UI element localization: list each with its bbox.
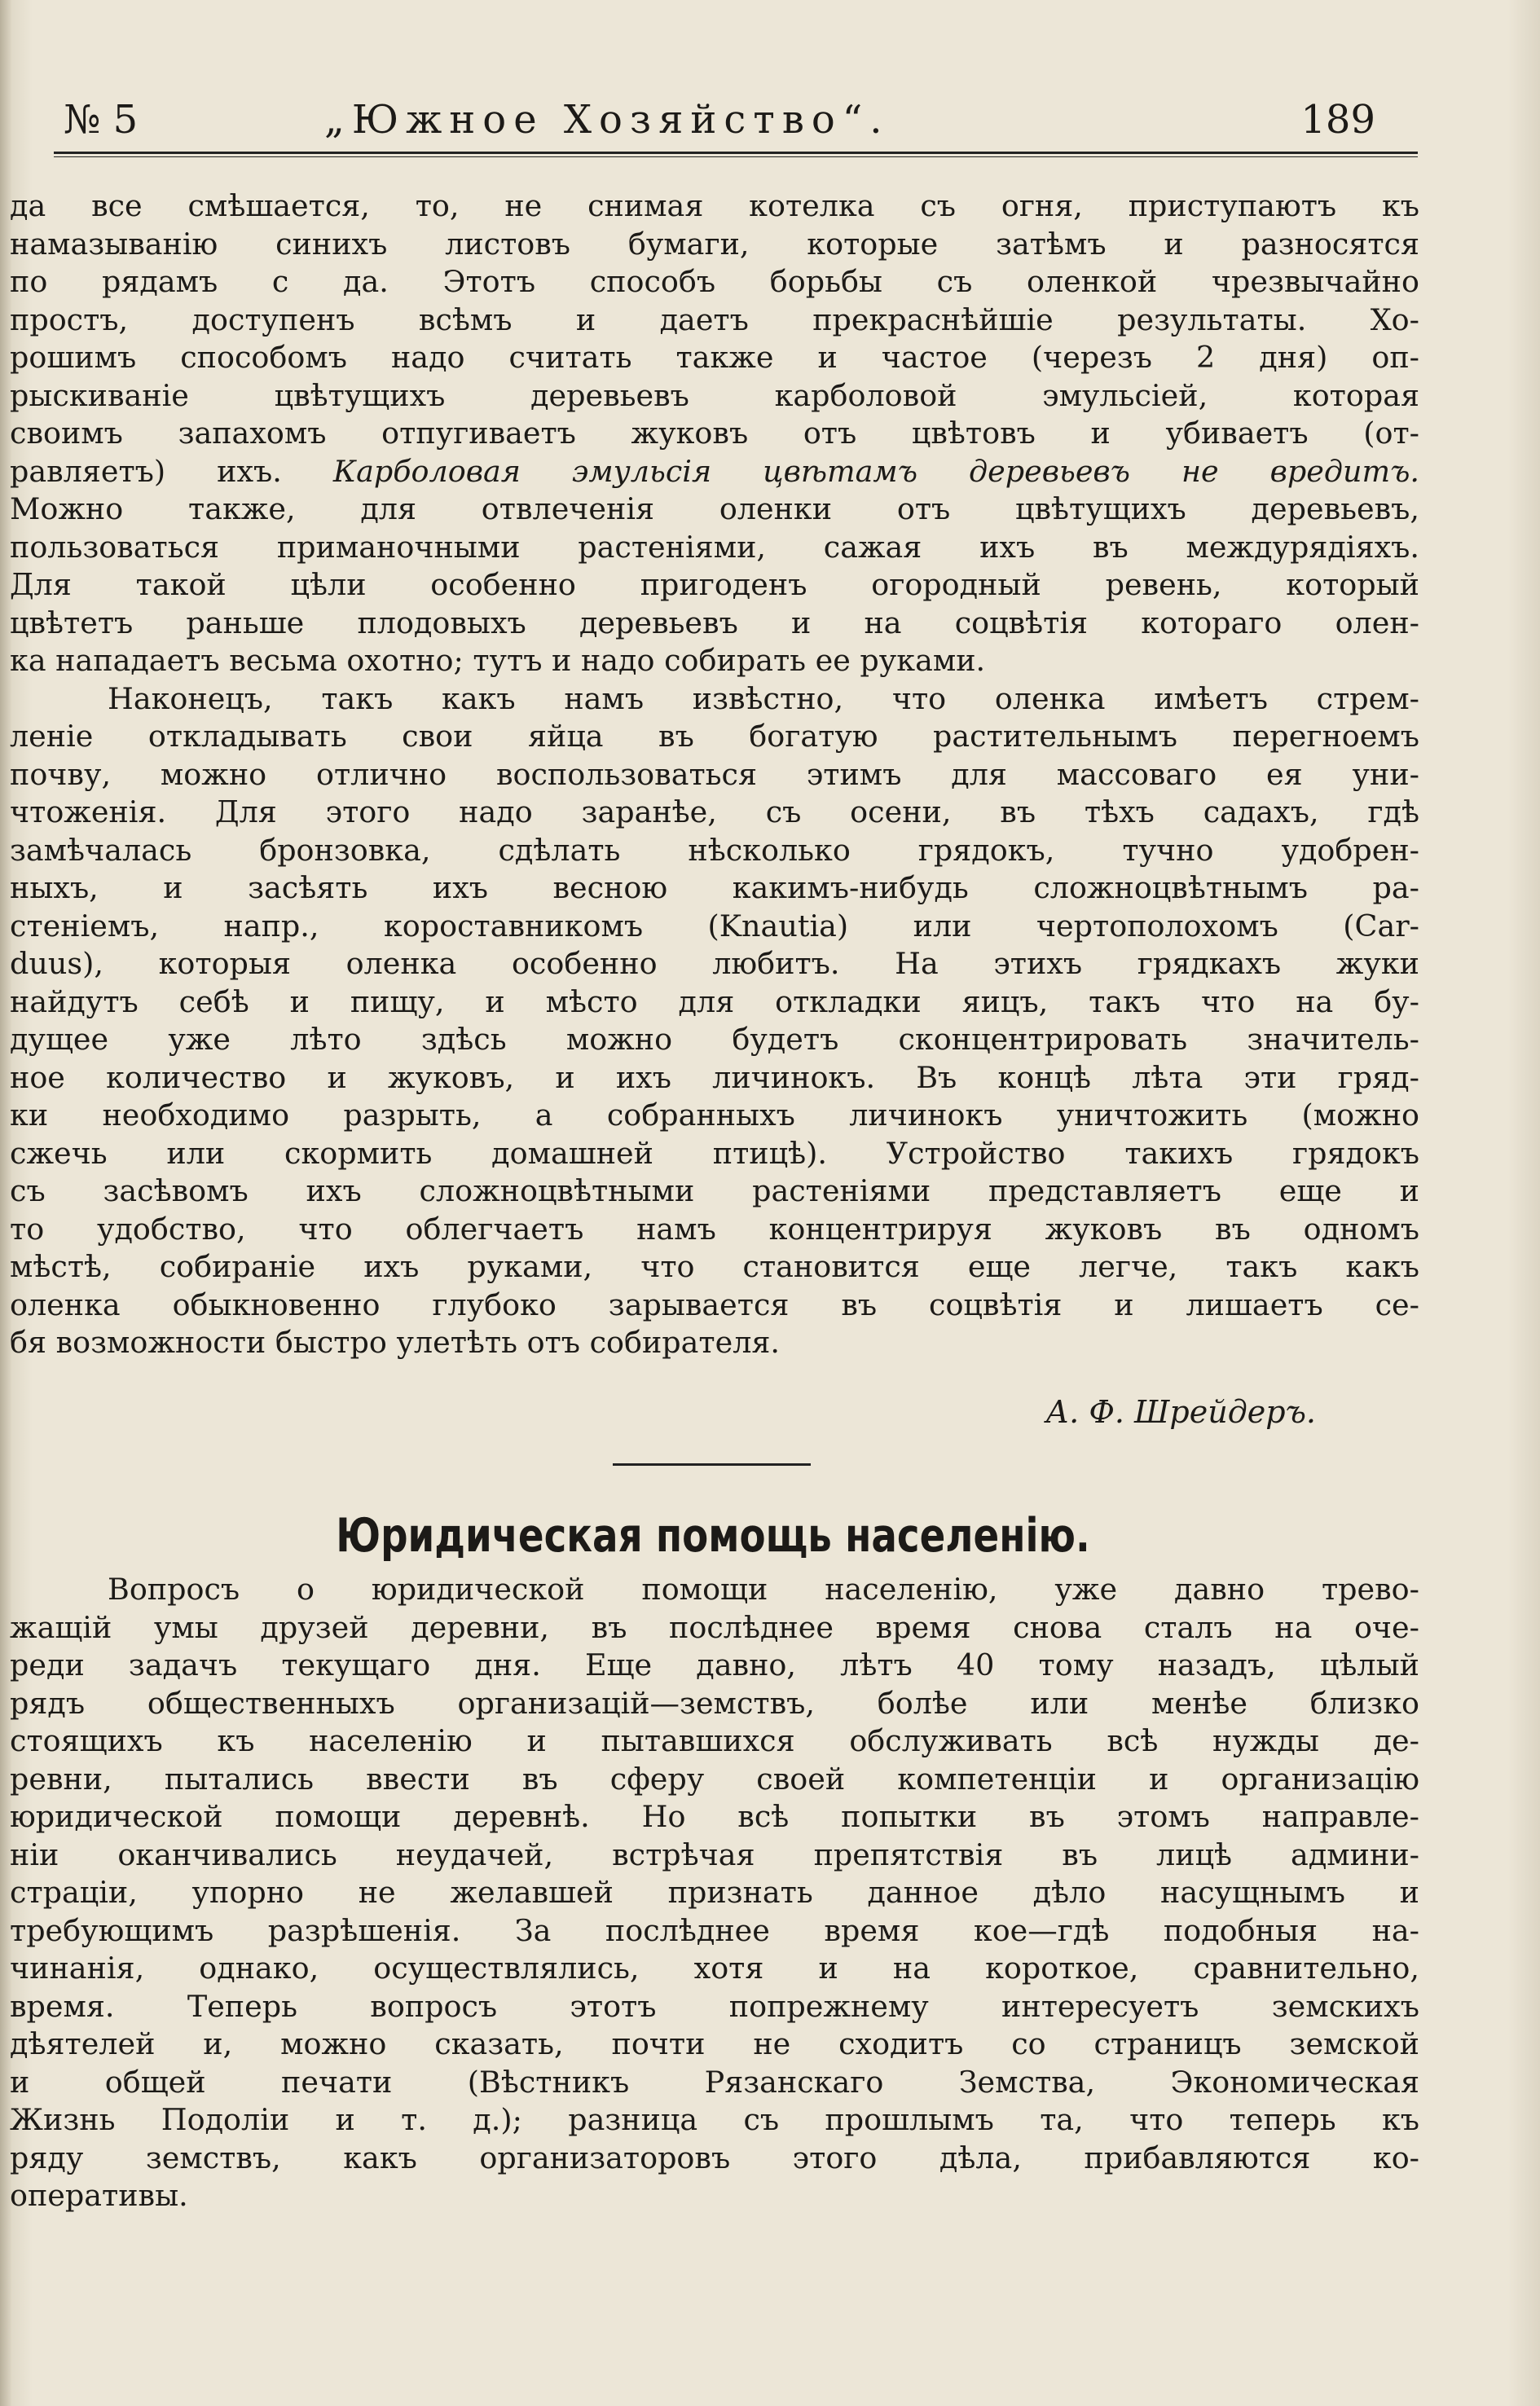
section-separator bbox=[613, 1463, 811, 1466]
text-line: дущее уже лѣто здѣсь можно будетъ сконцентрировать значитель- bbox=[10, 1022, 1419, 1057]
section-title: Юридическая помощь населенію. bbox=[336, 1509, 1090, 1563]
text-line: замѣчалась бронзовка, сдѣлать нѣсколько грядокъ, тучно удобрен- bbox=[10, 832, 1419, 868]
text-line: оленка обыкновенно глубоко зарывается въ соцвѣтія и лишаетъ се- bbox=[10, 1287, 1419, 1322]
running-header bbox=[64, 91, 1375, 148]
text-line: своимъ запахомъ отпугиваетъ жуковъ отъ цвѣтовъ и убиваетъ (от- bbox=[10, 416, 1419, 451]
text-line: оперативы. bbox=[10, 2178, 188, 2213]
text-line: ки необходимо разрыть, а собранныхъ личинокъ уничтожить (можно bbox=[10, 1097, 1419, 1133]
text-line: мѣстѣ, собираніе ихъ руками, что становится еще легче, такъ какъ bbox=[10, 1249, 1419, 1284]
text-line: Можно также, для отвлеченія оленки отъ цвѣтущихъ деревьевъ, bbox=[10, 491, 1419, 526]
text-line: ное количество и жуковъ, и ихъ личинокъ. Въ концѣ лѣта эти гряд- bbox=[10, 1059, 1419, 1095]
text-line: по рядамъ с да. Этотъ способъ борьбы съ оленкой чрезвычайно bbox=[10, 264, 1419, 299]
issue-number: № 5 bbox=[64, 97, 139, 143]
text-line: то удобство, что облегчаетъ намъ концентрируя жуковъ въ одномъ bbox=[10, 1211, 1419, 1247]
article-continuation bbox=[10, 187, 1419, 1362]
text-line: ніи оканчивались неудачей, встрѣчая препятствія въ лицѣ админи- bbox=[10, 1836, 1419, 1872]
text-line: Жизнь Подоліи и т. д.); разница съ прошлымъ та, что теперь къ bbox=[10, 2102, 1419, 2137]
text-line: ныхъ, и засѣять ихъ весною какимъ-нибудь сложноцвѣтнымъ ра- bbox=[10, 870, 1419, 905]
text-line: жащій умы друзей деревни, въ послѣднее время снова сталъ на оче- bbox=[10, 1609, 1419, 1645]
text-line: съ засѣвомъ ихъ сложноцвѣтными растеніями представляетъ еще и bbox=[10, 1173, 1419, 1208]
text-line: чтоженія. Для этого надо заранѣе, съ осени, въ тѣхъ садахъ, гдѣ bbox=[10, 794, 1419, 829]
text-line: рядъ общественныхъ организацій—земствъ, болѣе или менѣе близко bbox=[10, 1685, 1419, 1721]
text-line: рошимъ способомъ надо считать также и частое (черезъ 2 дня) оп- bbox=[10, 340, 1419, 375]
text-line: реди задачъ текущаго дня. Еще давно, лѣтъ 40 тому назадъ, цѣлый bbox=[10, 1647, 1419, 1682]
text-line: duus), которыя оленка особенно любитъ. На этихъ грядкахъ жуки bbox=[10, 946, 1419, 981]
header-rule bbox=[54, 152, 1418, 157]
author-signature: А. Ф. Шрейдеръ. bbox=[1045, 1394, 1316, 1430]
text-line: Вопросъ о юридической помощи населенію, уже давно трево- bbox=[108, 1572, 1419, 1607]
text-line: цвѣтетъ раньше плодовыхъ деревьевъ и на соцвѣтія котораго олен- bbox=[10, 605, 1419, 640]
text-line: и общей печати (Вѣстникъ Рязанскаго Земства, Экономическая bbox=[10, 2064, 1419, 2100]
text-line: найдутъ себѣ и пищу, и мѣсто для откладки яицъ, такъ что на бу- bbox=[10, 983, 1419, 1019]
text-line: ряду земствъ, какъ организаторовъ этого дѣла, прибавляются ко- bbox=[10, 2140, 1419, 2175]
text-line: стеніемъ, напр., короставникомъ (Knautia) или чертополохомъ (Car- bbox=[10, 908, 1419, 943]
text-line: пользоваться приманочными растеніями, сажая ихъ въ междурядіяхъ. bbox=[10, 529, 1419, 565]
text-line: ка нападаетъ весьма охотно; тутъ и надо собирать ее руками. bbox=[10, 643, 986, 678]
text-line: рыскиваніе цвѣтущихъ деревьевъ карболовой эмульсіей, которая bbox=[10, 377, 1419, 413]
text-fragment: равляетъ) ихъ. bbox=[10, 453, 282, 489]
italic-phrase: Карболовая эмульсія цвѣтамъ деревьевъ не вредитъ. bbox=[332, 453, 1419, 489]
text-line: страціи, упорно не желавшей признать данное дѣло насущнымъ и bbox=[10, 1875, 1419, 1910]
text-line: чинанія, однако, осуществлялись, хотя и на короткое, сравнительно, bbox=[10, 1951, 1419, 1986]
text-line: ревни, пытались ввести въ сферу своей компетенціи и организацію bbox=[10, 1761, 1419, 1797]
text-line: леніе откладывать свои яйца въ богатую растительнымъ перегноемъ bbox=[10, 719, 1419, 754]
text-line: юридической помощи деревнѣ. Но всѣ попытки въ этомъ направле- bbox=[10, 1799, 1419, 1834]
page-number: 189 bbox=[1300, 97, 1375, 143]
text-line: дѣятелей и, можно сказать, почти не сходитъ со страницъ земской bbox=[10, 2026, 1419, 2061]
text-line: почву, можно отлично воспользоваться этимъ для массоваго ея уни- bbox=[10, 756, 1419, 792]
article-legal-aid bbox=[10, 1571, 1419, 2215]
text-line: время. Теперь вопросъ этотъ попрежнему интересуетъ земскихъ bbox=[10, 1988, 1419, 2024]
text-line: Для такой цѣли особенно пригоденъ огородный ревень, который bbox=[10, 567, 1419, 602]
text-line: бя возможности быстро улетѣть отъ собирателя. bbox=[10, 1325, 781, 1360]
text-line: намазыванію синихъ листовъ бумаги, которые затѣмъ и разносятся bbox=[10, 226, 1419, 262]
text-line: Наконецъ, такъ какъ намъ извѣстно, что оленка имѣетъ стрем- bbox=[108, 680, 1419, 716]
text-line: да все смѣшается, то, не снимая котелка съ огня, приступаютъ къ bbox=[10, 188, 1419, 223]
text-line: требующимъ разрѣшенія. За послѣднее время кое—гдѣ подобныя на- bbox=[10, 1912, 1419, 1948]
journal-title: „Южное Хозяйство“. bbox=[324, 97, 890, 143]
text-line: сжечь или скормить домашней птицѣ). Устройство такихъ грядокъ bbox=[10, 1135, 1419, 1171]
text-line bbox=[10, 453, 1419, 491]
text-line: стоящихъ къ населенію и пытавшихся обслуживать всѣ нужды де- bbox=[10, 1723, 1419, 1758]
text-line: простъ, доступенъ всѣмъ и даетъ прекраснѣйшіе результаты. Хо- bbox=[10, 301, 1419, 337]
